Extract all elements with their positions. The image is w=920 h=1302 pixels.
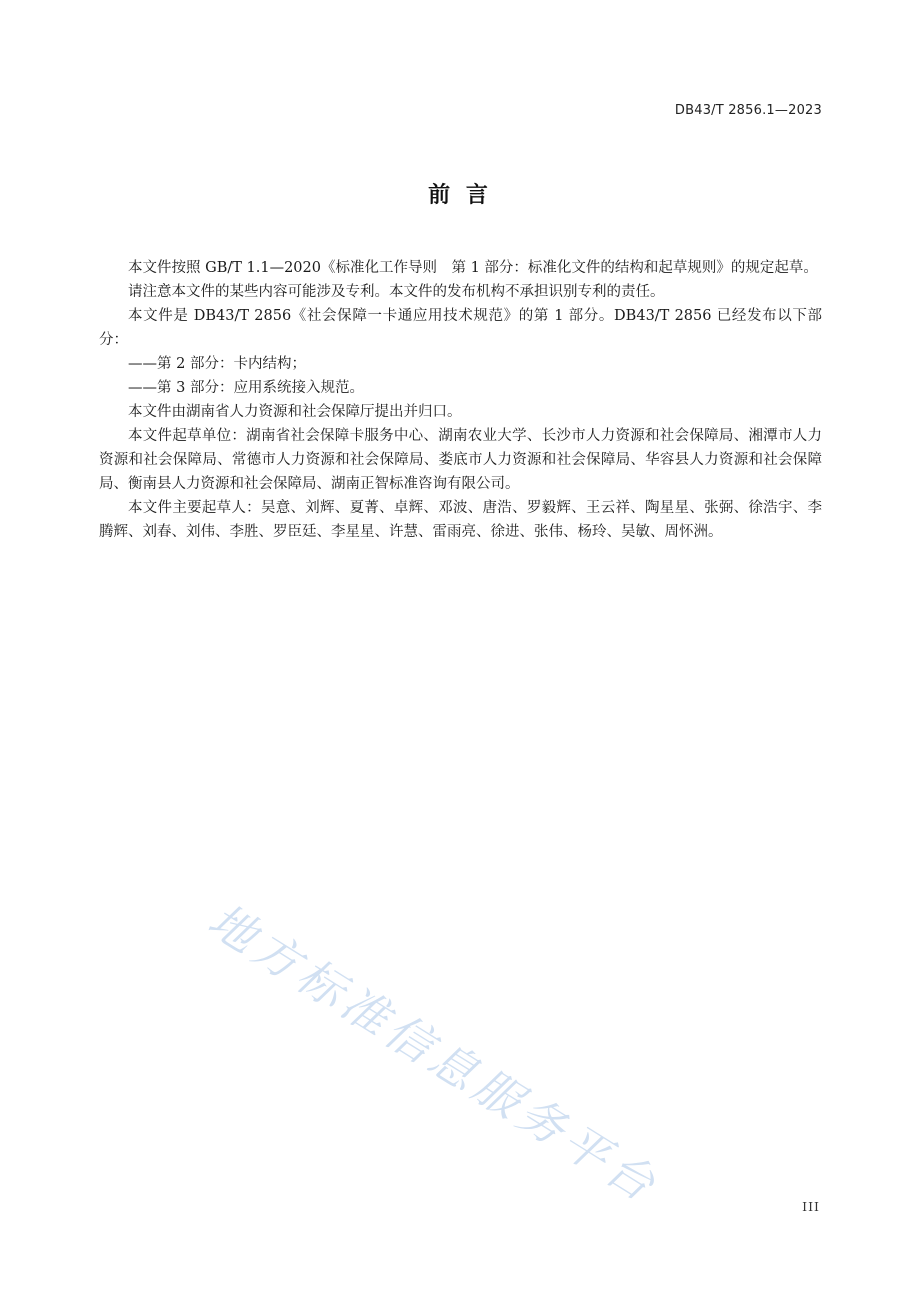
paragraph-proposer: 本文件由湖南省人力资源和社会保障厅提出并归口。 <box>128 404 462 420</box>
list-item-part-2: ——第 2 部分：卡内结构； <box>128 356 306 372</box>
page-number: III <box>802 1199 820 1214</box>
document-body <box>99 256 822 544</box>
paragraph-drafting-units: 本文件起草单位：湖南省社会保障卡服务中心、湖南农业大学、长沙市人力资源和社会保障局、湘潭市人力资源和社会保障局、常德市人力资源和社会保障局、娄底市人力资源和社会保障局、华容县人力资源和社会保障局、衡南县人力资源和社会保障局、湖南正智标准咨询有限公司。 <box>99 428 822 492</box>
page-title: 前 言 <box>428 183 492 208</box>
paragraph-drafting-rules: 本文件按照 GB/T 1.1—2020《标准化工作导则 第 1 部分：标准化文件的结构和起草规则》的规定起草。 <box>128 260 818 276</box>
paragraph-patent-notice: 请注意本文件的某些内容可能涉及专利。本文件的发布机构不承担识别专利的责任。 <box>128 284 665 300</box>
watermark: 地方标准信息服务平台 <box>199 892 669 1214</box>
document-code: DB43/T 2856.1—2023 <box>674 103 822 118</box>
paragraph-drafters: 本文件主要起草人：吴意、刘辉、夏菁、卓辉、邓波、唐浩、罗毅辉、王云祥、陶星星、张弼、徐浩宇、李腾辉、刘春、刘伟、李胜、罗臣廷、李星星、许慧、雷雨亮、徐进、张伟、杨玲、吴敏、周怀洲。 <box>99 500 822 540</box>
paragraph-series-info: 本文件是 DB43/T 2856《社会保障一卡通应用技术规范》的第 1 部分。DB43/T 2856 已经发布以下部分： <box>99 308 822 348</box>
list-item-part-3: ——第 3 部分：应用系统接入规范。 <box>128 380 364 396</box>
